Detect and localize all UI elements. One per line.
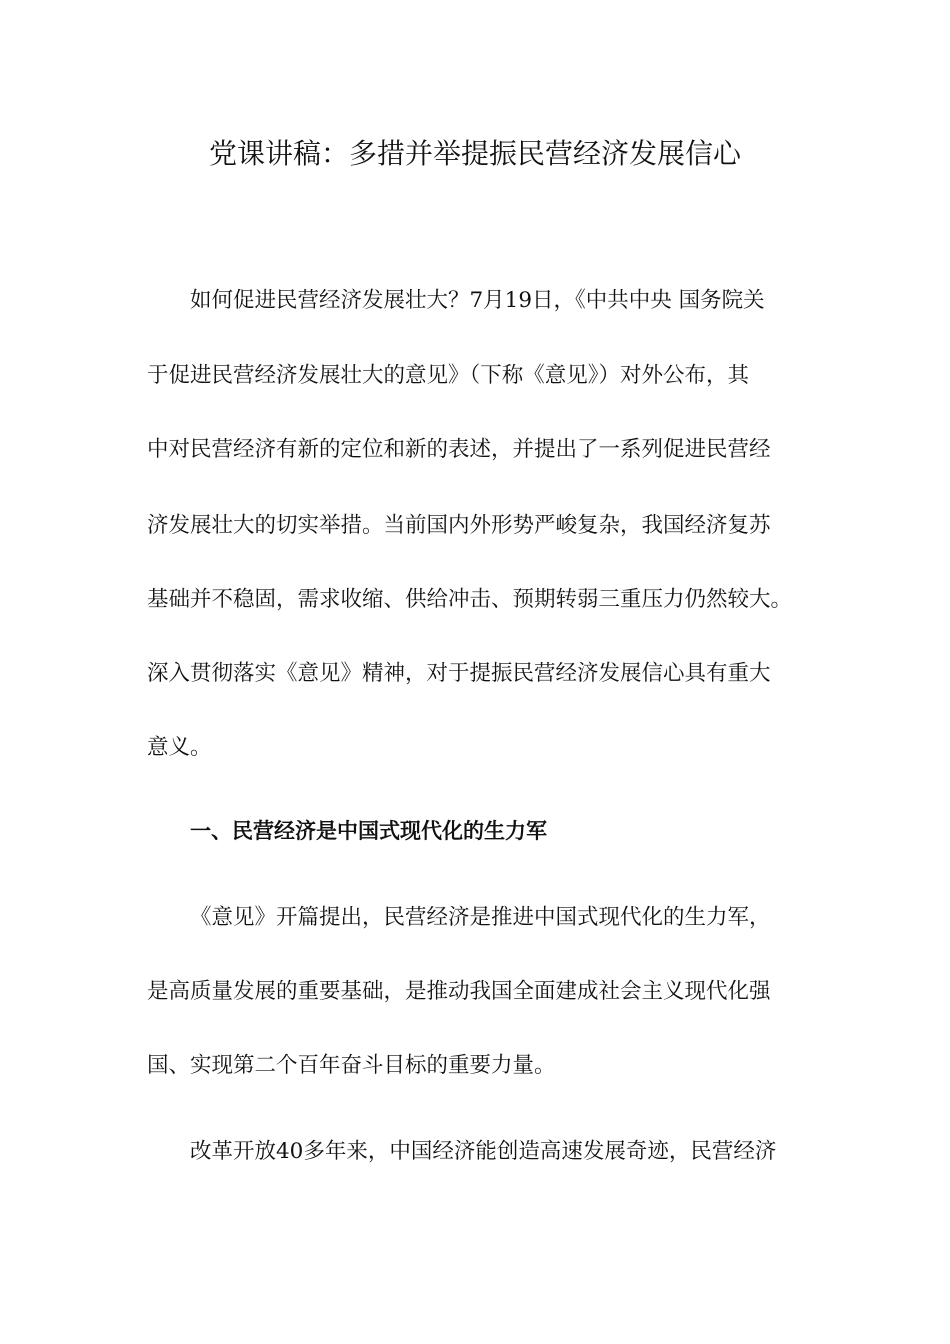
paragraph-line: 中对民营经济有新的定位和新的表述，并提出了一系列促进民营经 bbox=[147, 437, 771, 462]
paragraph-line: 改革开放40多年来，中国经济能创造高速发展奇迹，民营经济 bbox=[190, 1139, 777, 1164]
paragraph-line: 是高质量发展的重要基础，是推动我国全面建成社会主义现代化强 bbox=[147, 979, 771, 1004]
document-title: 党课讲稿：多措并举提振民营经济发展信心 bbox=[208, 137, 741, 170]
paragraph-line: 如何促进民营经济发展壮大？7月19日，《中共中央 国务院关 bbox=[190, 288, 765, 313]
paragraph-line: 济发展壮大的切实举措。当前国内外形势严峻复杂，我国经济复苏 bbox=[147, 513, 771, 538]
paragraph-line: 《意见》开篇提出，民营经济是推进中国式现代化的生力军， bbox=[190, 905, 771, 930]
section-heading: 一、民营经济是中国式现代化的生力军 bbox=[190, 819, 547, 843]
paragraph-line: 国、实现第二个百年奋斗目标的重要力量。 bbox=[147, 1053, 556, 1078]
paragraph-line: 基础并不稳固，需求收缩、供给冲击、预期转弱三重压力仍然较大。 bbox=[147, 587, 793, 612]
paragraph-line: 于促进民营经济发展壮大的意见》（下称《意见》）对外公布，其 bbox=[147, 363, 750, 388]
paragraph-line: 深入贯彻落实《意见》精神，对于提振民营经济发展信心具有重大 bbox=[147, 661, 771, 686]
paragraph-line: 意义。 bbox=[147, 735, 212, 760]
